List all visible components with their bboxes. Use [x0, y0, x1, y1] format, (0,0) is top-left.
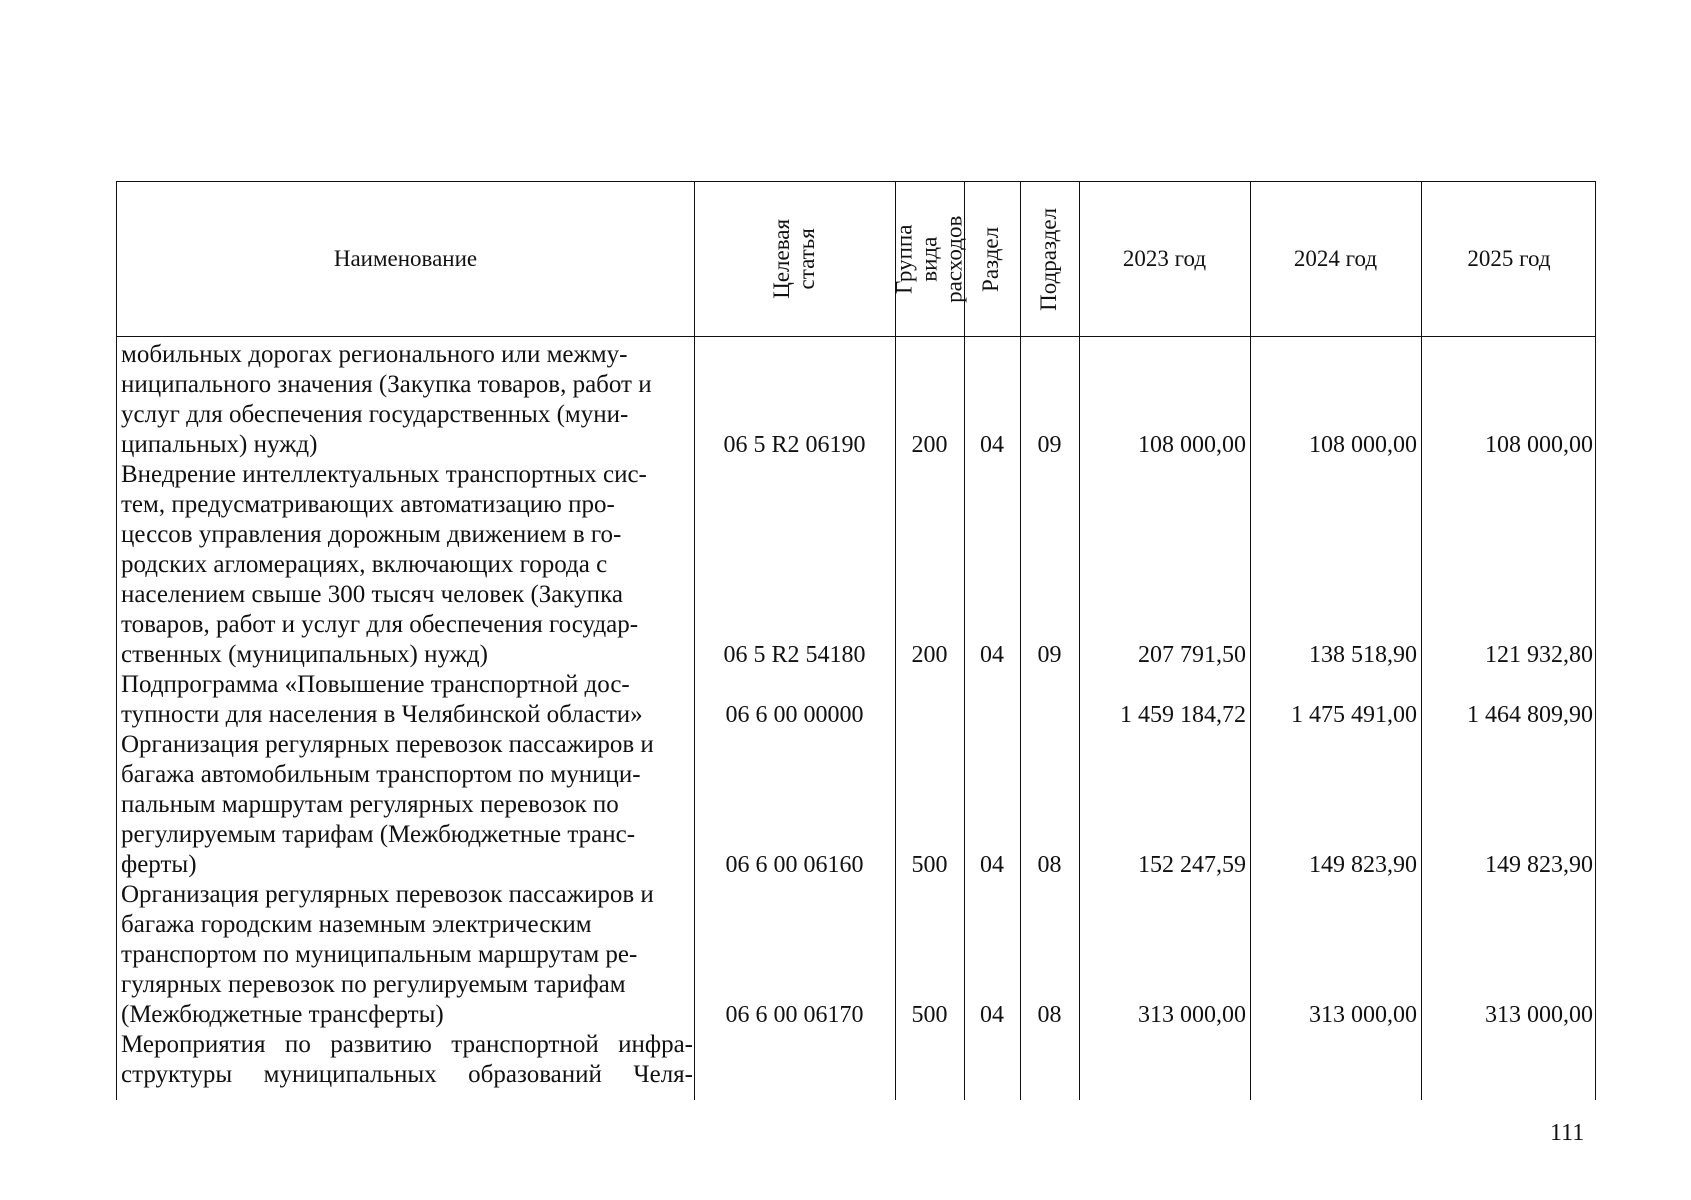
page-number: 111: [1550, 1120, 1585, 1146]
header-name: Наименование: [333, 246, 478, 271]
row-value-2024: 1 475 491,00: [1291, 702, 1417, 728]
row-value-2025: 149 823,90: [1485, 852, 1593, 878]
row-target: 06 6 00 06170: [725, 1002, 864, 1028]
row-target: 06 6 00 00000: [725, 702, 864, 728]
header-divider: [117, 336, 1595, 337]
row-value-2024: 149 823,90: [1309, 852, 1417, 878]
row-name: мобильных дорогах регионального или межму- ниципального значения (Закупка товаров, работ и услуг для обеспечения государственных (муни- ципальных) нужд): [121, 341, 652, 458]
row-value-2025: 108 000,00: [1485, 432, 1593, 458]
row-value-2025: 1 464 809,90: [1467, 702, 1593, 728]
row-subsection: 09: [1037, 642, 1062, 668]
row-group: 200: [911, 432, 948, 458]
row-value-2024: 138 518,90: [1309, 642, 1417, 668]
row-name: Внедрение интеллектуальных транспортных сис- тем, предусматривающих автоматизацию про- цессов управления дорожным движением в го- родских агломерациях, включающих города с населением свыше 300 тысяч человек (Закупка товаров, работ и услуг для обеспечения государ- ственных (муниципальных) нужд): [121, 461, 647, 668]
row-section: 04: [980, 1002, 1004, 1028]
row-value-2023: 152 247,59: [1138, 852, 1246, 878]
row-group: 200: [911, 642, 948, 668]
row-subsection: 08: [1037, 852, 1062, 878]
row-value-2024: 108 000,00: [1309, 432, 1417, 458]
row-target: 06 5 R2 06190: [723, 432, 866, 458]
row-value-2023: 1 459 184,72: [1120, 702, 1246, 728]
row-name: Организация регулярных перевозок пассажиров и багажа городским наземным электрическим транспортом по муниципальным маршрутам ре- гулярных перевозок по регулируемым тарифам (Межбюджетные трансферты): [121, 881, 654, 1028]
row-target: 06 5 R2 54180: [723, 642, 866, 668]
row-value-2025: 313 000,00: [1485, 1002, 1593, 1028]
row-section: 04: [980, 852, 1004, 878]
header-2025: 2025 год: [1467, 246, 1551, 271]
row-value-2023: 108 000,00: [1138, 432, 1246, 458]
row-section: 04: [980, 642, 1004, 668]
header-group: Группа вида расходов: [891, 215, 966, 303]
row-target: 06 6 00 06160: [725, 852, 864, 878]
row-subsection: 08: [1037, 1002, 1062, 1028]
header-target: Целевая статья: [768, 219, 819, 299]
header-2024: 2024 год: [1293, 246, 1378, 271]
header-2023: 2023 год: [1122, 246, 1207, 271]
row-group: 500: [911, 852, 948, 878]
row-value-2023: 313 000,00: [1138, 1002, 1246, 1028]
row-value-2024: 313 000,00: [1309, 1002, 1417, 1028]
row-name: Подпрограмма «Повышение транспортной дос- тупности для населения в Челябинской области»: [121, 671, 643, 728]
row-group: 500: [911, 1002, 948, 1028]
row-section: 04: [980, 432, 1004, 458]
header-section: Раздел: [978, 226, 1004, 292]
row-name: Организация регулярных перевозок пассажиров и багажа автомобильным транспортом по муници- пальным маршрутам регулярных перевозок по регулируемым тарифам (Межбюджетные транс- ферты): [121, 731, 654, 878]
row-name: Мероприятия по развитию транспортной инфра- структуры муниципальных образований Челя-: [121, 1031, 693, 1088]
row-value-2025: 121 932,80: [1485, 642, 1593, 668]
row-subsection: 09: [1037, 432, 1062, 458]
header-subsection: Подраздел: [1036, 207, 1062, 311]
budget-table: [116, 181, 1596, 1100]
row-value-2023: 207 791,50: [1138, 642, 1246, 668]
